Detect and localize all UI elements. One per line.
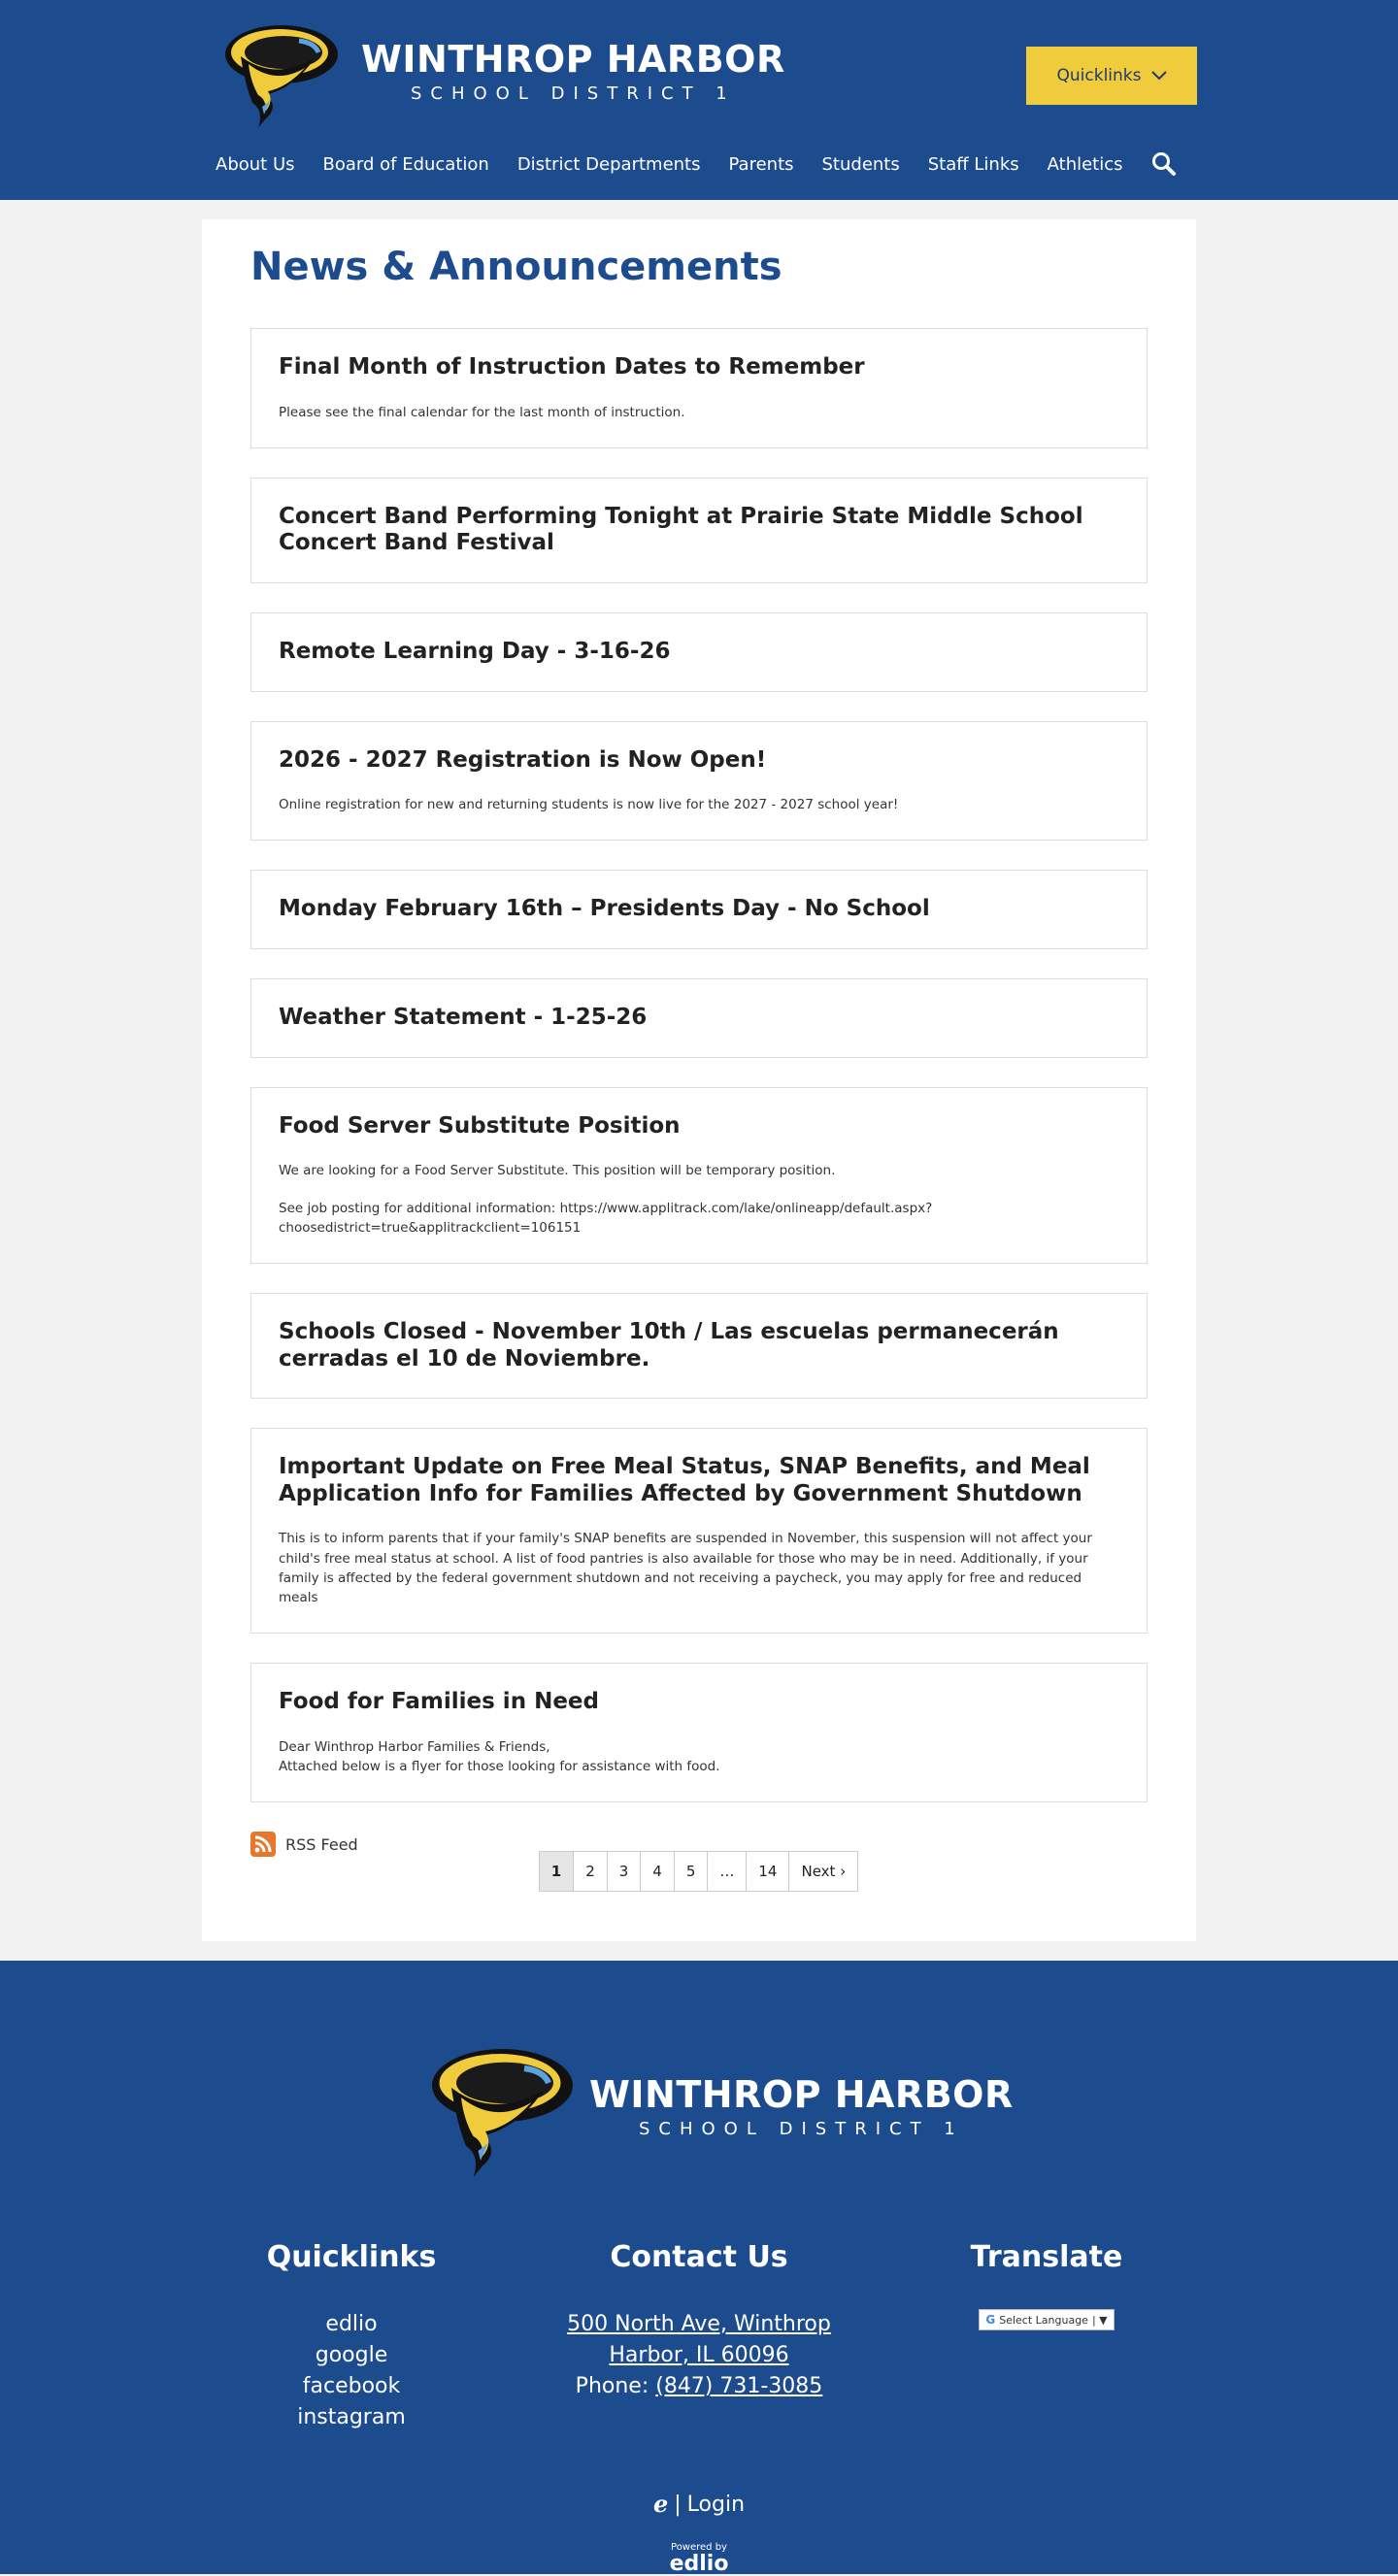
page-3[interactable]: 3 [607, 1851, 642, 1892]
news-title[interactable]: 2026 - 2027 Registration is Now Open! [279, 746, 767, 773]
main-content [202, 219, 1196, 1941]
page-14[interactable]: 14 [746, 1851, 789, 1892]
phone-line [534, 2371, 864, 2402]
news-summary: We are looking for a Food Server Substitute. This position will be temporary position. [279, 1163, 836, 1179]
news-title[interactable]: Food Server Substitute Position [279, 1112, 681, 1139]
brand-title: WINTHROP HARBOR [361, 37, 785, 81]
news-summary: Please see the final calendar for the last month of instruction. [279, 404, 685, 420]
phone-label: Phone: [575, 2374, 649, 2398]
news-item[interactable] [250, 328, 1148, 448]
footer-contact [534, 2240, 864, 2402]
site-header [0, 0, 1398, 200]
rss-icon [250, 1832, 276, 1857]
news-summary: Online registration for new and returning students is now live for the 2027 - 2027 school year! [279, 797, 899, 813]
news-item[interactable] [250, 1428, 1148, 1634]
news-title[interactable]: Remote Learning Day - 3-16-26 [279, 639, 671, 665]
page-2[interactable]: 2 [573, 1851, 608, 1892]
edlio-e-icon: ℯ [652, 2491, 669, 2518]
nav-parents[interactable]: Parents [728, 153, 794, 175]
news-item[interactable] [250, 1087, 1148, 1264]
powered-by-label: Powered by [671, 2542, 727, 2553]
news-item[interactable] [250, 478, 1148, 583]
footer-brand-subtitle: SCHOOL DISTRICT 1 [638, 2119, 964, 2140]
next-label: Next [801, 1863, 836, 1881]
quicklinks-button[interactable] [1026, 47, 1197, 105]
news-title[interactable]: Important Update on Free Meal Status, SNAP Benefits, and Meal Application Info for Families Affected by Government Shutdown [279, 1454, 1090, 1506]
news-title[interactable]: Monday February 16th – Presidents Day - No School [279, 896, 930, 922]
nav-students[interactable]: Students [821, 153, 900, 175]
nav-board-of-education[interactable]: Board of Education [322, 153, 489, 175]
news-item[interactable] [250, 870, 1148, 949]
language-select-label: Select Language [999, 2313, 1088, 2327]
footer-translate-title: Translate [970, 2240, 1123, 2274]
page-4[interactable]: 4 [640, 1851, 675, 1892]
news-title[interactable]: Final Month of Instruction Dates to Remember [279, 354, 865, 380]
pagination [250, 1851, 1148, 1892]
phone-link[interactable]: (847) 731-3085 [655, 2374, 823, 2398]
chevron-down-icon [1151, 71, 1167, 81]
news-summary: See job posting for additional information: https://www.applitrack.com/lake/onlineapp/default.aspx?choosedistrict=true&applitrackclient=106151 [279, 1200, 933, 1236]
address-line-1[interactable]: 500 North Ave, Winthrop [567, 2312, 831, 2336]
footer-link-instagram[interactable]: instagram [297, 2405, 406, 2429]
news-item[interactable] [250, 1293, 1148, 1399]
page-ellipsis: … [707, 1851, 747, 1892]
footer-link-google[interactable]: google [315, 2343, 388, 2367]
footer-brand-title: WINTHROP HARBOR [589, 2072, 1014, 2116]
footer-quicklinks [186, 2240, 516, 2433]
news-item[interactable] [250, 978, 1148, 1058]
rss-label: RSS Feed [285, 1834, 358, 1854]
login-label: Login [686, 2492, 746, 2517]
footer-quicklinks-title: Quicklinks [266, 2240, 437, 2274]
nav-district-departments[interactable]: District Departments [516, 153, 701, 175]
footer-link-edlio[interactable]: edlio [325, 2312, 378, 2336]
nav-staff-links[interactable]: Staff Links [927, 153, 1019, 175]
news-summary: This is to inform parents that if your family's SNAP benefits are suspended in November, this suspension will not affect your child's free meal status at school. A list of food pantries is also available for those who may be in need. Additionally, if your family is affected by the federal government shutdown and not receiving a paycheck, you may apply for free and reduced meals [279, 1531, 1092, 1606]
powered-by-edlio[interactable] [0, 2543, 1398, 2575]
footer-link-facebook[interactable]: facebook [302, 2374, 401, 2398]
footer-contact-title: Contact Us [610, 2240, 788, 2274]
dropdown-arrow-icon: | ▼ [1091, 2313, 1108, 2327]
site-footer [0, 1961, 1398, 2574]
nav-about-us[interactable]: About Us [216, 153, 295, 175]
divider: | [674, 2492, 682, 2517]
address-line-2[interactable]: Harbor, IL 60096 [609, 2343, 789, 2367]
search-icon[interactable] [1151, 151, 1177, 177]
news-list [250, 328, 1148, 1802]
page-title: News & Announcements [250, 245, 782, 289]
login-link[interactable] [0, 2491, 1398, 2518]
news-item[interactable] [250, 1663, 1148, 1802]
brand-subtitle: SCHOOL DISTRICT 1 [410, 83, 736, 105]
news-title[interactable]: Concert Band Performing Tonight at Prairie State Middle School Concert Band Festival [279, 503, 1083, 556]
edlio-logo: edlio [669, 2552, 729, 2576]
language-select[interactable] [979, 2309, 1114, 2330]
google-icon: G [985, 2313, 996, 2327]
news-item[interactable] [250, 721, 1148, 842]
news-item[interactable] [250, 612, 1148, 692]
page-1[interactable]: 1 [539, 1851, 574, 1892]
brand[interactable] [206, 14, 785, 130]
tornado-logo-icon [408, 2034, 578, 2180]
nav-athletics[interactable]: Athletics [1047, 153, 1123, 175]
main-nav [216, 151, 1177, 177]
footer-brand[interactable] [408, 2034, 1014, 2180]
news-title[interactable]: Schools Closed - November 10th / Las escuelas permanecerán cerradas el 10 de Noviembre. [279, 1319, 1059, 1371]
quicklinks-label: Quicklinks [1056, 66, 1142, 85]
next-page-button[interactable] [788, 1851, 858, 1892]
news-summary: Dear Winthrop Harbor Families & Friends, Attached below is a flyer for those looking for assistance with food. [279, 1738, 720, 1775]
page-5[interactable]: 5 [674, 1851, 709, 1892]
tornado-logo-icon [206, 14, 342, 130]
footer-translate [882, 2240, 1212, 2330]
news-title[interactable]: Food for Families in Need [279, 1689, 599, 1715]
news-title[interactable]: Weather Statement - 1-25-26 [279, 1005, 648, 1031]
chevron-right-icon: › [840, 1863, 847, 1881]
